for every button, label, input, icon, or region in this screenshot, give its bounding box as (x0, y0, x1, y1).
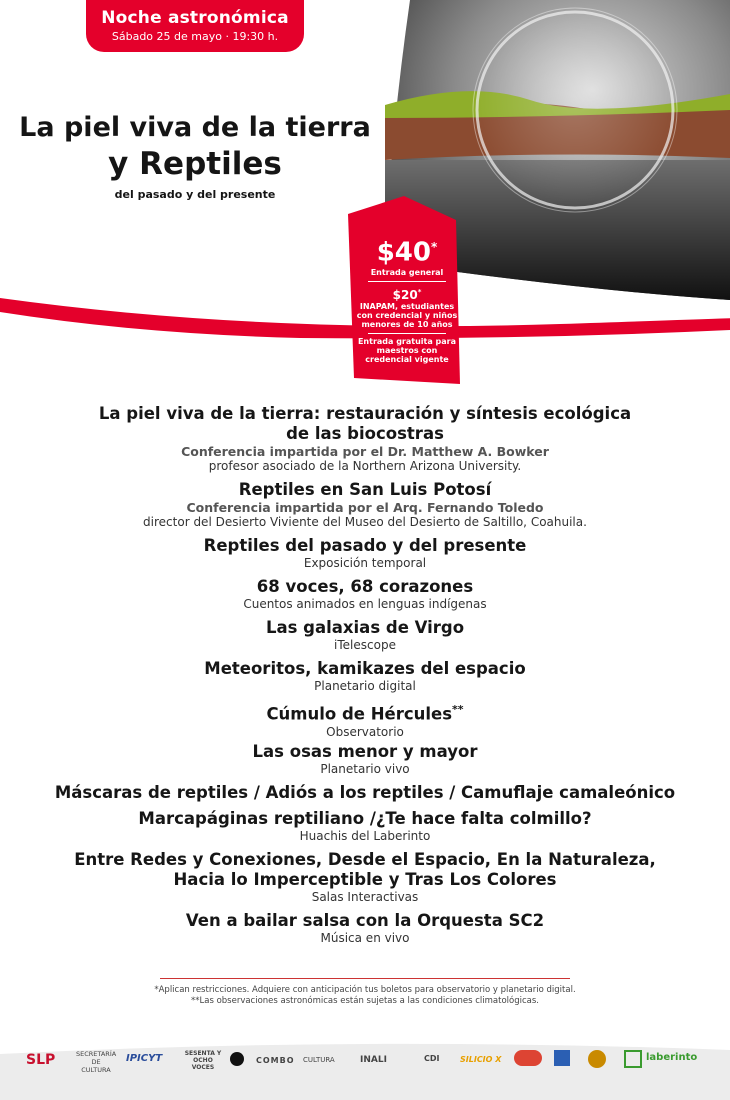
program-item (0, 850, 730, 905)
program-title: Cúmulo de Hércules** (266, 703, 464, 724)
footnote-2: **Las observaciones astronómicas están sujetas a las condiciones climatológicas. (191, 996, 539, 1006)
secretaria-logo: SECRETARÍA DE CULTURA (76, 1050, 117, 1074)
program-speaker: Conferencia impartida por el Dr. Matthew A. Bowker (181, 444, 549, 459)
laberinto-logo: laberinto (646, 1052, 698, 1063)
program-title: Ven a bailar salsa con la Orquesta SC2 (185, 910, 545, 930)
program-title: Reptiles en San Luis Potosí (238, 480, 492, 499)
program-detail: Planetario vivo (320, 761, 410, 776)
combo-logo: COMBO (256, 1056, 295, 1065)
program-title: Meteoritos, kamikazes del espacio (204, 659, 526, 678)
program-item (0, 809, 730, 844)
program-detail: Planetario digital (314, 679, 416, 693)
program-detail: profesor asociado de la Northern Arizona University. (208, 459, 522, 473)
program-title: Marcapáginas reptiliano /¿Te hace falta colmillo? (138, 808, 592, 828)
reduced-price-label: INAPAM, estudiantes con credencial y niños menores de 10 años (356, 301, 458, 329)
price-tag (352, 232, 462, 364)
museum-logo-icon (588, 1050, 606, 1068)
event-name: Noche astronómica (101, 8, 289, 28)
footnote-1: *Aplican restricciones. Adquiere con anticipación tus boletos para observatorio y planetario digital. (154, 985, 576, 995)
program-item (0, 480, 730, 530)
program-title: Entre Redes y Conexiones, Desde el Espacio, En la Naturaleza, (74, 849, 656, 869)
title-line-2: y Reptiles (108, 146, 282, 182)
program-detail: Huachis del Laberinto (299, 828, 431, 843)
title-subtitle: del pasado y del presente (114, 188, 276, 201)
program-detail: Salas Interactivas (311, 889, 419, 904)
square-logo-icon (554, 1050, 570, 1066)
program-detail: iTelescope (334, 638, 396, 652)
title-line-1: La piel viva de la tierra (19, 112, 371, 143)
program-speaker: Conferencia impartida por el Arq. Fernando Toledo (186, 500, 544, 515)
event-badge (86, 0, 304, 52)
program-title: Reptiles del pasado y del presente (203, 536, 527, 555)
program-detail: director del Desierto Viviente del Museo del Desierto de Saltillo, Coahuila. (143, 515, 587, 529)
program-title: Máscaras de reptiles / Adiós a los reptiles / Camuflaje camaleónico (54, 782, 676, 802)
cdi-logo: CDI (424, 1054, 440, 1063)
program-title: Hacia lo Imperceptible y Tras Los Colores (173, 869, 557, 889)
reduced-price: $20* (392, 287, 422, 302)
silicio-logo: SILICIO X (460, 1055, 502, 1064)
program-title: de las biocostras (286, 424, 444, 443)
program-list (0, 404, 730, 952)
ipicyt-logo: IPICYT (126, 1053, 163, 1064)
program-item (0, 659, 730, 694)
inali-logo: INALI (360, 1055, 387, 1065)
program-title: Las osas menor y mayor (252, 741, 478, 761)
sesenta-voces-logo: SESENTA Y OCHO VOCES (184, 1050, 222, 1071)
cultura-logo: CULTURA (303, 1056, 335, 1064)
program-item (0, 700, 730, 740)
program-title: 68 voces, 68 corazones (256, 577, 474, 596)
program-detail: Observatorio (326, 724, 404, 739)
program-title: Las galaxias de Virgo (265, 618, 465, 637)
program-item (0, 783, 730, 803)
general-price: $40* (376, 237, 438, 268)
program-title: La piel viva de la tierra: restauración y síntesis ecológica (98, 404, 632, 423)
footnotes (0, 985, 730, 1007)
divider (160, 978, 570, 979)
poster-title (10, 112, 380, 201)
event-date: Sábado 25 de mayo · 19:30 h. (111, 30, 279, 43)
program-item (0, 577, 730, 612)
circle-logo-icon (230, 1052, 244, 1066)
program-detail: Exposición temporal (303, 556, 427, 570)
program-item (0, 404, 730, 474)
general-price-label: Entrada general (370, 267, 444, 277)
colorful-logo-icon (514, 1050, 542, 1066)
program-item (0, 536, 730, 571)
program-item (0, 618, 730, 653)
laberinto-mark-icon (624, 1050, 642, 1068)
program-item (0, 911, 730, 946)
program-detail: Música en vivo (320, 930, 410, 945)
slp-logo: SLP (26, 1052, 56, 1068)
program-item (0, 742, 730, 777)
free-entry-label: Entrada gratuita para maestros con credencial vigente (357, 336, 457, 364)
program-detail: Cuentos animados en lenguas indígenas (243, 597, 487, 611)
